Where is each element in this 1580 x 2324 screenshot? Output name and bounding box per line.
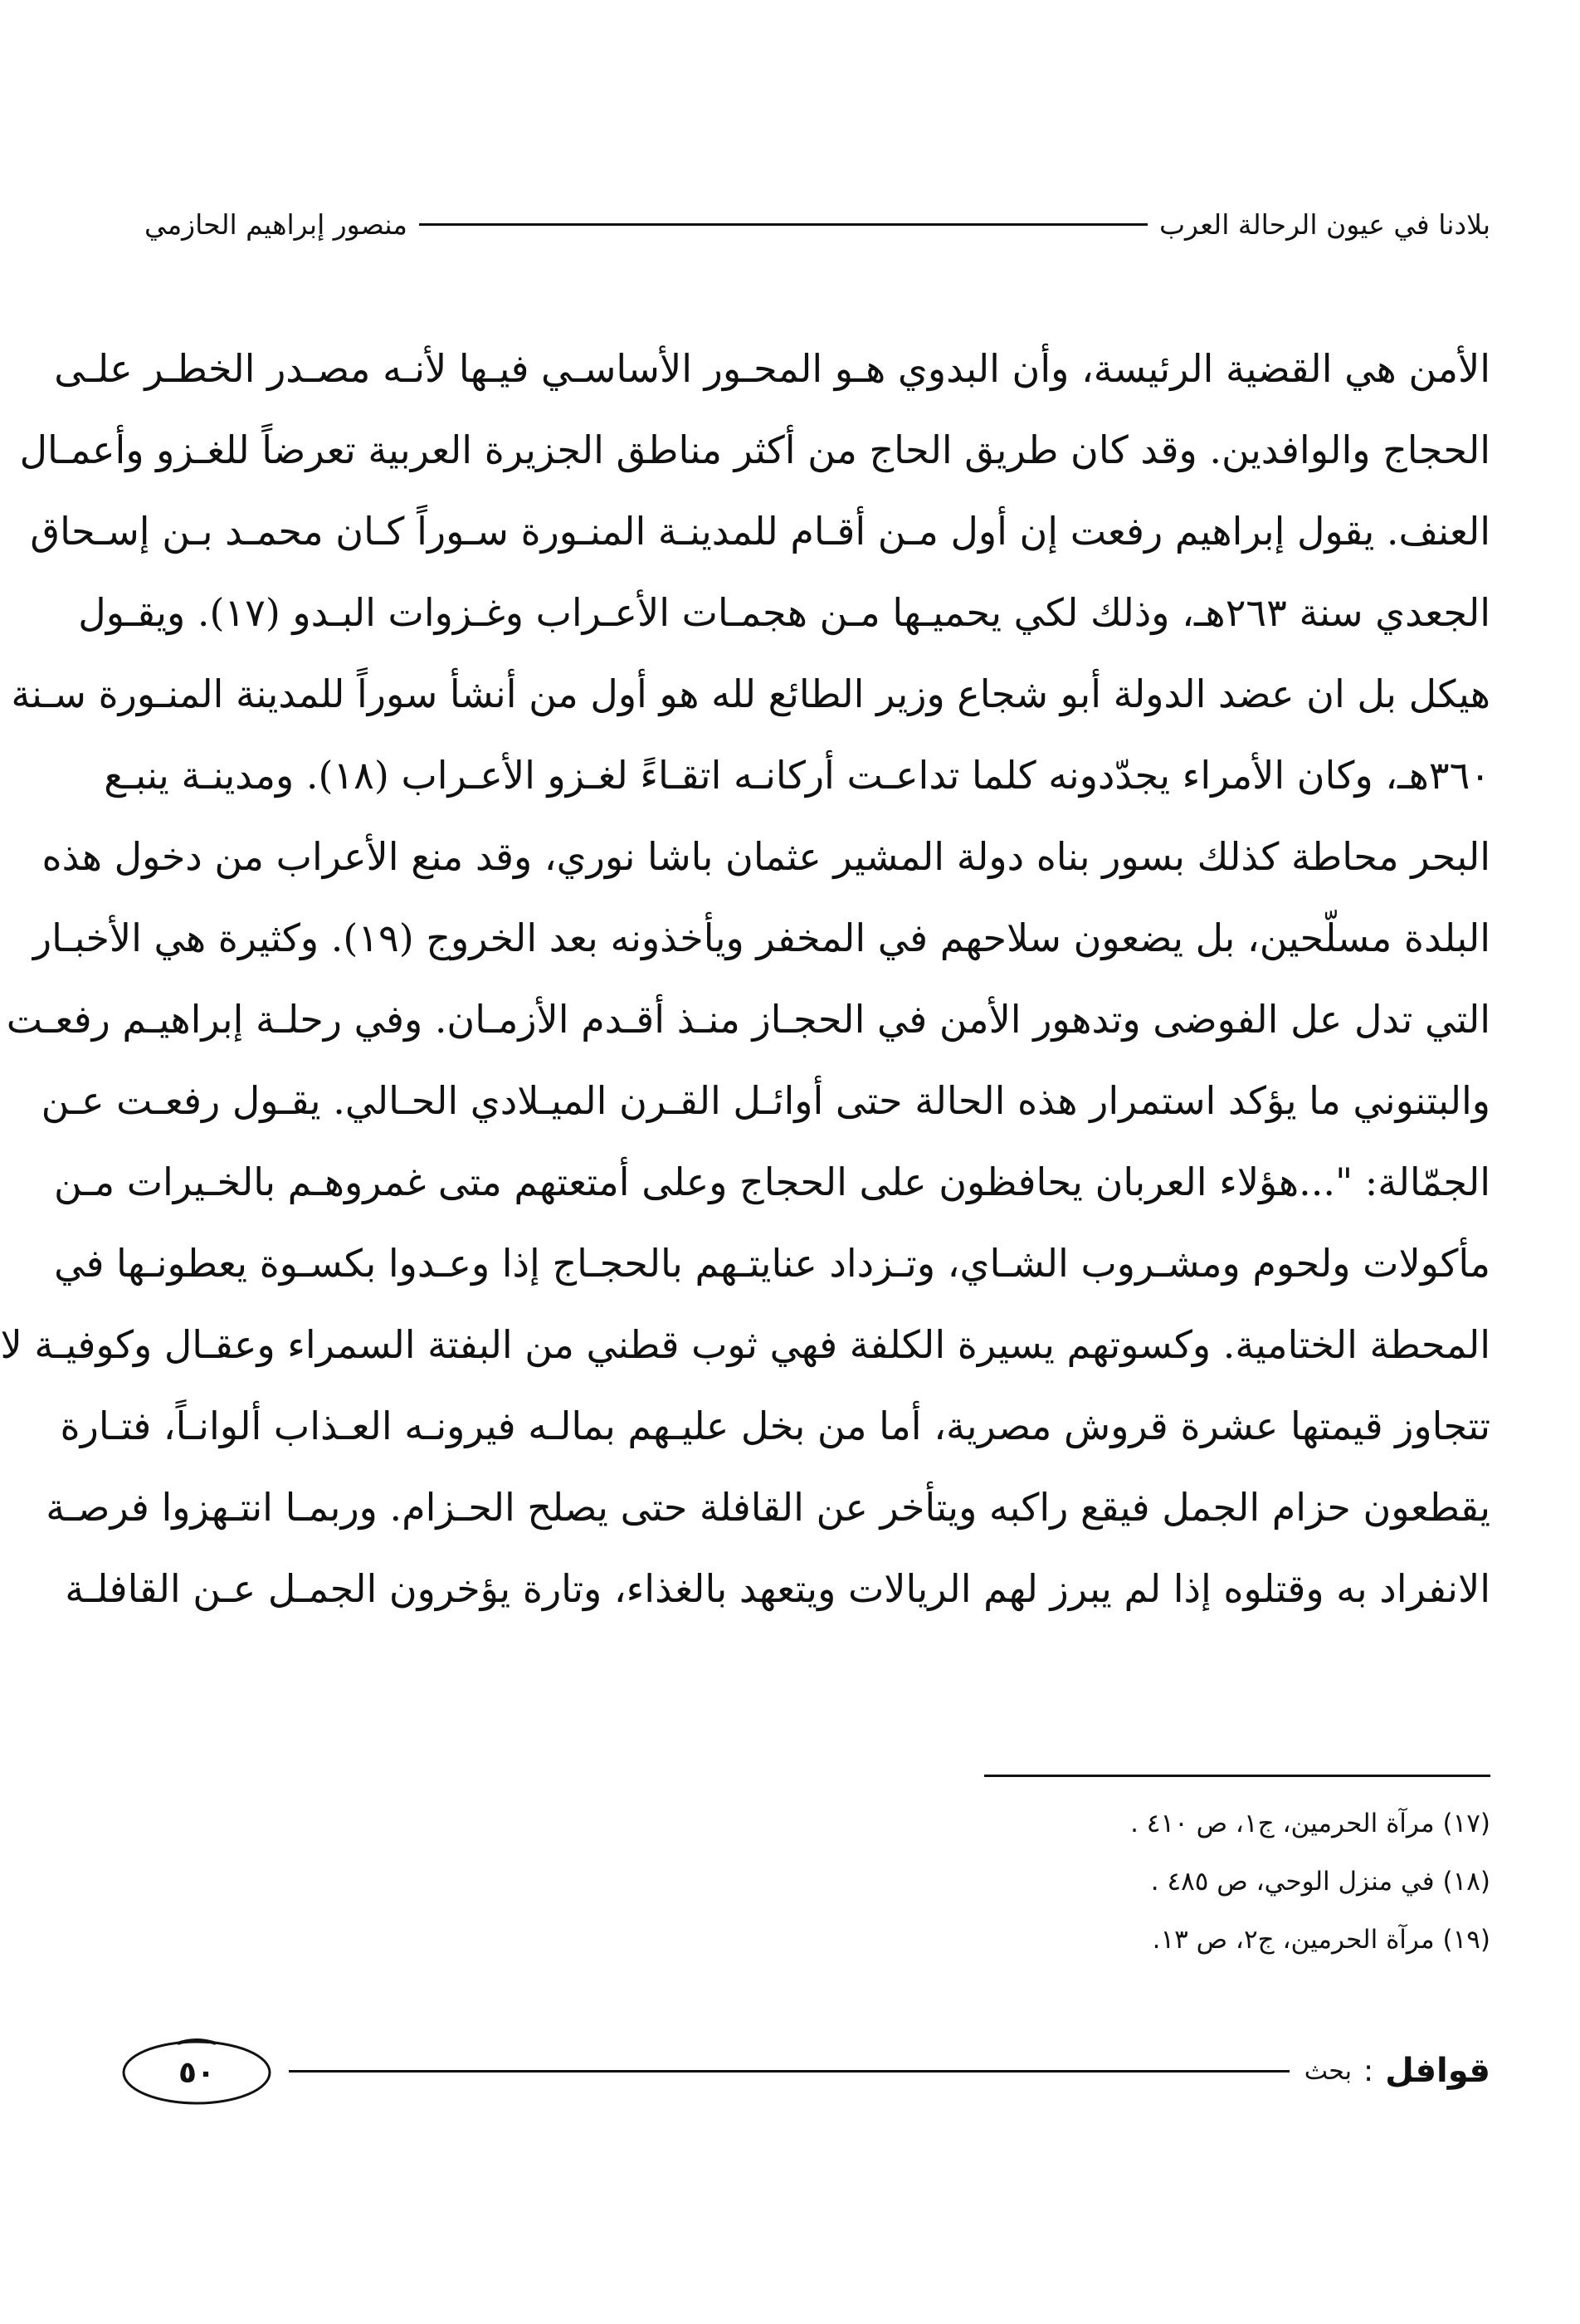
footnote-rule	[984, 1775, 1490, 1777]
header-author: منصور إبراهيم الحازمي	[144, 208, 407, 241]
body-line: ٣٦٠هـ، وكان الأمراء يجدّدونه كلما تداعـت أركانـه اتقـاءً لغـزو الأعـراب (١٨). ومدينـة ينبـع	[104, 753, 1490, 798]
body-line: الحجاج والوافدين. وقد كان طريق الحاج من أكثر مناطق الجزيرة العربية تعرضاً للغـزو وأعمـال	[19, 427, 1490, 472]
footnote-item: (١٨) في منزل الوحي، ص ٤٨٥ .	[1150, 1867, 1490, 1897]
body-line: الجمّالة: "...هؤلاء العربان يحافظون على الحجاج وعلى أمتعتهم متى غمروهـم بالخـيرات مـن	[53, 1160, 1490, 1204]
body-line: التي تدل عل الفوضى وتدهور الأمن في الحجـاز منـذ أقـدم الأزمـان. وفي رحلـة إبراهيـم رفعـت	[6, 997, 1490, 1042]
body-line: الأمن هي القضية الرئيسة، وأن البدوي هـو المحـور الأساسـي فيـها لأنـه مصـدر الخطـر علـى	[54, 346, 1490, 391]
page-number: ٥٠	[178, 2056, 215, 2090]
footnote-item: (١٩) مرآة الحرمين، ج٢، ص ١٣.	[1152, 1925, 1490, 1955]
body-line: المحطة الختامية. وكسوتهم يسيرة الكلفة فهي ثوب قطني من البفتة السمراء وعقـال وكوفيـة لا	[0, 1322, 1490, 1367]
page-footer	[119, 2025, 1490, 2116]
page-number-oval	[119, 2035, 274, 2107]
header-book-title: بلادنا في عيون الرحالة العرب	[1158, 208, 1490, 241]
body-line: هيكل بل ان عضد الدولة أبو شجاع وزير الطائع لله هو أول من أنشأ سوراً للمدينة المنـورة سـنة	[11, 671, 1490, 716]
header-rule	[419, 223, 1148, 226]
body-text	[0, 328, 1490, 1629]
footnotes	[634, 1794, 1490, 1969]
footer-rule	[289, 2070, 1290, 2073]
footer-separator: :	[1363, 2053, 1374, 2088]
footnote-item: (١٧) مرآة الحرمين، ج١، ص ٤١٠ .	[1130, 1809, 1490, 1838]
running-header	[144, 199, 1490, 249]
footer-journal-name: قوافل	[1385, 2052, 1490, 2090]
body-line: الانفراد به وقتلوه إذا لم يبرز لهم الريالات ويتعهد بالغذاء، وتارة يؤخرون الجمـل عـن القافلـة	[65, 1566, 1490, 1611]
body-line: البلدة مسلّحين، بل يضعون سلاحهم في المخفر ويأخذونه بعد الخروج (١٩). وكثيرة هي الأخبـار	[32, 915, 1490, 960]
footer-section: بحث	[1304, 2056, 1352, 2086]
body-line: البحر محاطة كذلك بسور بناه دولة المشير عثمان باشا نوري، وقد منع الأعراب من دخول هذه	[41, 834, 1490, 879]
body-line: مأكولات ولحوم ومشـروب الشـاي، وتـزداد عنايتـهم بالحجـاج إذا وعـدوا بكسـوة يعطونـها في	[54, 1241, 1490, 1286]
body-line: يقطعون حزام الجمل فيقع راكبه ويتأخر عن القافلة حتى يصلح الحـزام. وربمـا انتـهزوا فرصـة	[46, 1485, 1490, 1530]
body-line: والبتنوني ما يؤكد استمرار هذه الحالة حتى أوائـل القـرن الميـلادي الحـالي. يقـول رفعـت عـن	[41, 1078, 1490, 1123]
body-line: تتجاوز قيمتها عشرة قروش مصرية، أما من بخل عليـهم بمالـه فيرونـه العـذاب ألوانـاً، فتـارة	[60, 1404, 1490, 1448]
body-line: العنف. يقول إبراهيم رفعت إن أول مـن أقـام للمدينـة المنـورة سـوراً كـان محمـد بـن إسـحاق	[30, 509, 1490, 554]
body-line: الجعدي سنة ٢٦٣هـ، وذلك لكي يحميـها مـن هجمـات الأعـراب وغـزوات البـدو (١٧). ويقـول	[78, 590, 1490, 635]
